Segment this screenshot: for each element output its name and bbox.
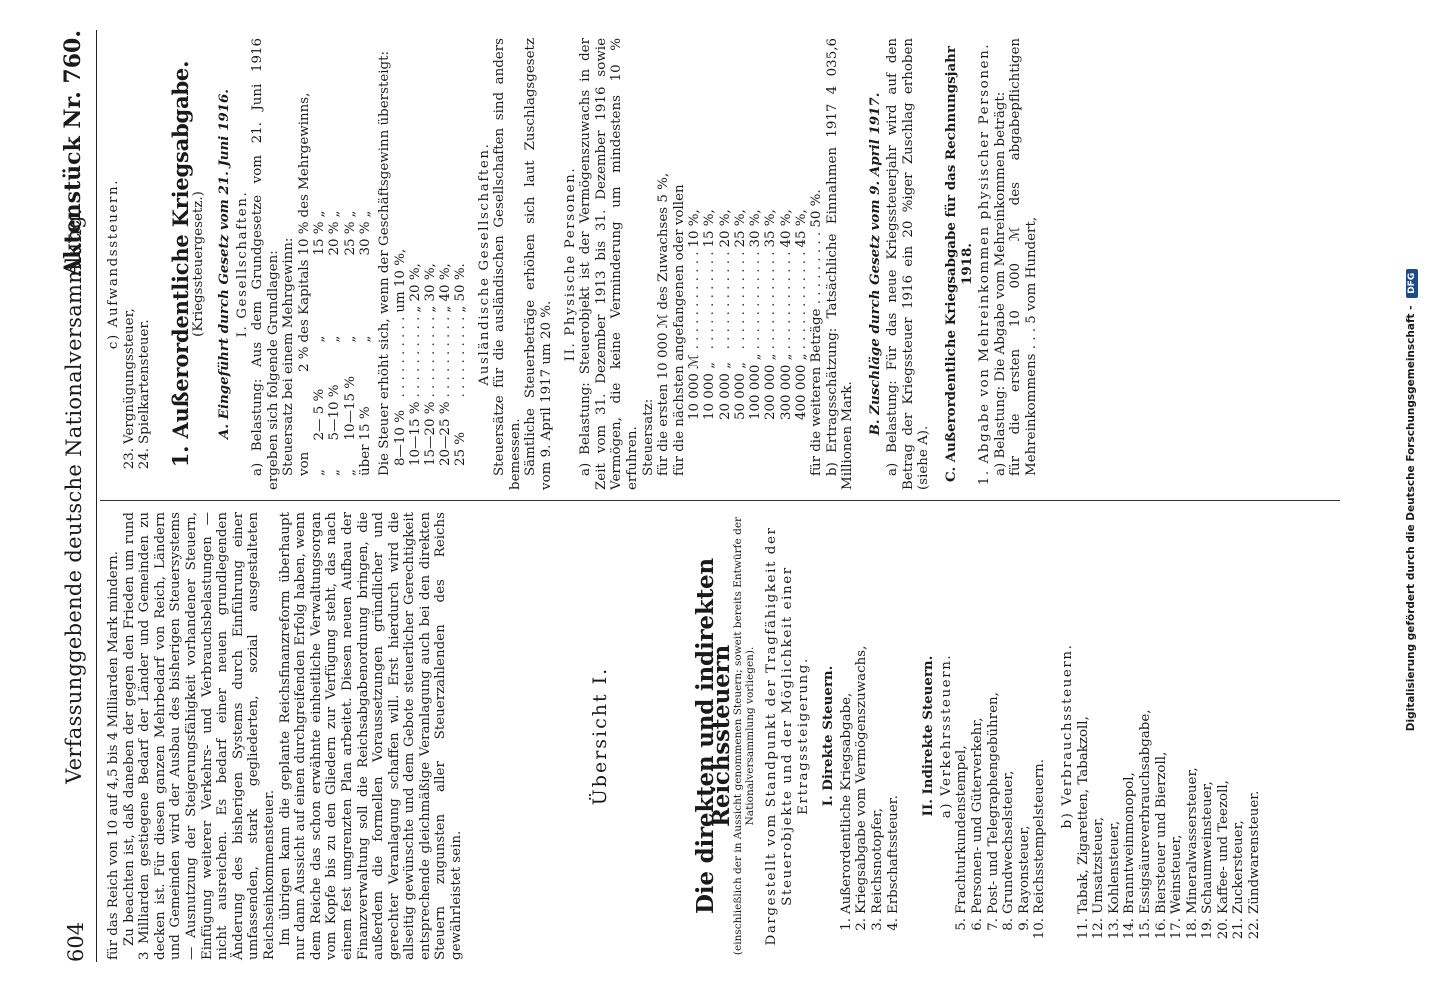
- table-row: 10 000 ℳ . . . . . . . . . . . . 10 %,: [687, 209, 703, 420]
- table-row: „ 5—10 % „ 20 % „: [327, 210, 343, 476]
- table-row: 15—20 % . . . . . . . . . . „ 30 %,: [422, 263, 438, 466]
- list-item: 13. Kohlensteuer,: [1106, 820, 1122, 940]
- section-indirect-taxes: II. Indirekte Steuern.: [920, 655, 937, 817]
- list-item: 15. Essigsäureverbrauchsabgabe,: [1137, 709, 1153, 940]
- growth-rate-table: [687, 205, 809, 420]
- section-b-heading: B. Zuschläge durch Gesetz vom 9. April 1917.: [866, 92, 883, 436]
- table-row: 400 000 „ . . . . . . . . . . . . 45 %,: [793, 209, 809, 420]
- list-item: 4. Erbschaftssteuer.: [885, 795, 901, 931]
- running-header: [58, 30, 96, 962]
- list-item: 12. Umsatzsteuer,: [1091, 816, 1107, 940]
- table-row: über 15 % „ 30 % „: [357, 210, 373, 476]
- traffic-taxes-title: a) Verkehrssteuern.: [938, 653, 954, 819]
- list-item: 6. Personen- und Güterverkehr,: [969, 717, 985, 931]
- uebersicht-title: Übersicht I.: [588, 666, 611, 806]
- header-rule: [96, 30, 97, 962]
- zuschlag-text: Sämtliche Steuerbeträge erhöhen sich laut Zuschlagsgesetz vom 9. April 1917 um 20 %.: [523, 38, 554, 490]
- table-row: 20 000 „ . . . . . . . . . . . . 20 %,: [717, 209, 733, 420]
- section-c1-heading: 1. Abgabe von Mehreinkommen physischer Personen.: [977, 42, 993, 486]
- intro-text: für das Reich von 10 auf 4,5 bis 4 Milliarden Mark mindern.: [106, 551, 121, 960]
- table-row: 8—10 % . . . . . . . . . . um 10 %,: [392, 248, 408, 466]
- list-item: 3. Reichsnotopfer,: [870, 807, 885, 931]
- list-item: 9. Rayonsteuer,: [1016, 825, 1032, 931]
- heading-note: (einschließlich der in Aussicht genommenen Steuern; soweit bereits Entwürfe der Nationalversammlung vorliegen).: [732, 516, 757, 956]
- list-item: 20. Kaffee- und Teezoll,: [1215, 780, 1231, 940]
- paragraph-1: Zu beachten ist, daß daneben der gegen den Frieden um rund 3 Milliarden gestiegene Bedarf der Länder und Gemeinden zu decken ist. Für diesen ganzen Mehrbedarf von Reich, Ländern und Gemeinden wird der Ausbau des bisherigen Steuersystems — Ausnutzung der Steigerungsfähigkeit vorhandener Steuern, Einfügung weiterer Verkehrs- und Verbrauchsbelastungen — nicht ausreichen. Es bedarf einer neuen grundlegenden Änderung des bisherigen Systems durch Einführung einer umfassenden, stark gegliederten, sozial ausgestalteten Reichseinkommensteuer.: [121, 512, 277, 960]
- list-item: 1. Außerordentliche Kriegsabgabe,: [838, 692, 854, 931]
- paragraph-2: Im übrigen kann die geplante Reichsfinanzreform überhaupt nur dann Aussicht auf einen durchgreifenden Erfolg haben, wenn dem Reiche das schon erwähnte einheitliche Verwaltungsorgan vom Kopfe bis zu den Gliedern zur Verfügung steht, das nach einem fest umgrenzten Plan arbeitet. Diesen neuen Aufbau der Finanzverwaltung soll die Reichsabgabenordnung bringen, die außerdem die formellen Voraussetzungen gründlicher und gerechter Veranlagung schaffen will. Erst hierdurch wird die allseitig gewünschte und dem Gebote steuerlicher Gerechtigkeit entsprechende gleichmäßige Veranlagung auch bei den direkten Steuern zugunsten aller Steuerzahlenden des Reichs gewährleistet sein.: [277, 512, 465, 960]
- section-c-heading: C. Außerordentliche Kriegsabgabe für das Rechnungsjahr 1918.: [943, 46, 975, 482]
- list-item: 22. Zündwarensteuer.: [1247, 790, 1263, 940]
- physical-persons-heading: II. Physische Personen.: [562, 166, 578, 362]
- steuersatz-2: Steuersatz:: [640, 398, 656, 476]
- traffic-taxes-list: [954, 512, 1048, 960]
- ertragsschaetzung-text: b) Ertragsschätzung: Tatsächliche Einnahmen 1917 4 035,6 Millionen Mark.: [824, 38, 856, 490]
- table-row: 10—15 % . . . . . . . . . . „ 20 %,: [407, 263, 423, 466]
- belastung-text: a) Belastung: Aus dem Grundgesetze vom 21. Juni 1916 ergeben sich folgende Grundlagen:: [250, 38, 281, 490]
- direct-taxes-list: [839, 512, 901, 960]
- list-item: 16. Biersteuer und Bierzoll,: [1153, 751, 1169, 940]
- list-item: 18. Mineralwassersteuer,: [1184, 767, 1200, 940]
- profit-rate-table: [297, 89, 373, 476]
- list-item: 23. Vergnügungssteuer,: [121, 308, 137, 470]
- aktenstueck-number: Aktenstück Nr. 760.: [60, 30, 86, 276]
- list-item: 17. Weinsteuer,: [1169, 834, 1185, 940]
- section-c-last-line: für die ersten 10 000 ℳ des abgabepflichtigen Mehreinkommens . . . 5 vom Hundert,: [1008, 38, 1040, 476]
- consumption-taxes-title: b) Verbrauchssteuern.: [1059, 643, 1075, 829]
- luxury-taxes-title: c) Aufwandssteuern.: [106, 178, 121, 350]
- companies-heading: I. Gesellschaften.: [234, 190, 250, 338]
- section-b-text: a) Belastung: Für das neue Kriegssteuerjahr wird auf den Betrag der Kriegssteuer 1916 ein 20 %iger Zuschlag erhoben (siehe A).: [885, 38, 932, 490]
- dfg-logo: DFG: [1406, 269, 1418, 298]
- list-item: 14. Branntweinmonopol,: [1122, 772, 1138, 940]
- list-item: 5. Frachturkundenstempel,: [954, 745, 970, 931]
- foreign-companies-text: Steuersätze für die ausländischen Gesellschaften sind anders bemessen.: [492, 38, 523, 490]
- table-row: 50 000 „ . . . . . . . . . . . . 25 %,: [732, 209, 748, 420]
- footer-text: Digitalisierung gefördert durch die Deutsche Forschungsgemeinschaft -: [1405, 305, 1417, 732]
- surcharge-table: [393, 245, 469, 466]
- list-item: 2. Kriegsabgabe vom Vermögenszuwachs,: [854, 645, 870, 931]
- left-column: [106, 512, 1263, 960]
- consumption-taxes-list: [1076, 512, 1263, 960]
- list-item: 21. Zuckersteuer,: [1231, 820, 1247, 940]
- section-1-subheading: (Kriegssteuergesetz.): [191, 191, 207, 337]
- table-row: 100 000 „ . . . . . . . . . . . . 30 %,: [748, 209, 764, 420]
- list-item: 10. Reichsstempelsteuern.: [1032, 759, 1048, 940]
- weitere-betraege: für die weiteren Beträge . . . . . . . . . 50 %.: [808, 189, 824, 476]
- list-item: 8. Grundwechselsteuer,: [1001, 770, 1017, 931]
- erhoeht-text: Die Steuer erhöht sich, wenn der Geschäftsgewinn übersteigt:: [376, 51, 392, 476]
- column-rule: [100, 500, 1340, 501]
- table-row: von 2 % des Kapitals 10 % des Mehrgewinns,: [296, 92, 312, 476]
- list-item: 19. Schaumweinsteuer,: [1200, 781, 1216, 940]
- foreign-companies-heading: Ausländische Gesellschaften.: [476, 142, 492, 386]
- running-title: Verfassunggebende deutsche Nationalversammlung.: [62, 208, 86, 784]
- list-item: 11. Tabak, Zigaretten, Tabakzoll,: [1075, 716, 1091, 940]
- table-row: „ 2— 5 % „ 15 % „: [312, 210, 328, 476]
- table-row: 300 000 „ . . . . . . . . . . . . 40 %,: [778, 209, 794, 420]
- table-row: „ 10—15 % „ 25 % „: [342, 210, 358, 476]
- dargestellt-text: Dargestellt vom Standpunkt der Tragfähigkeit der Steuerobjekte und der Möglichkeit einer Ertragssteigerung.: [764, 526, 811, 946]
- table-row: 25 % . . . . . . . . . . „ 50 %.: [453, 263, 469, 466]
- table-row: 10 000 „ . . . . . . . . . . . . 15 %,: [702, 209, 718, 420]
- section-a-heading: A. Eingeführt durch Gesetz vom 21. Juni 1916.: [215, 89, 232, 439]
- section-c-belastung: a) Belastung: Die Abgabe vom Mehreinkommen beträgt:: [992, 91, 1008, 476]
- persons-belastung-text: a) Belastung: Steuerobjekt ist der Vermögenszuwachs in der Zeit vom 31. Dezember 1913 bis 31. Dezember 1916 sowie Vermögen, die keine Verminderung um mindestens 10 % erfuhren.: [578, 38, 640, 490]
- main-heading: Die direkten und indirekten Reichssteuern: [692, 558, 735, 914]
- table-row: 200 000 „ . . . . . . . . . . . . 35 %,: [763, 209, 779, 420]
- section-1-heading: 1. Außerordentliche Kriegsabgabe.: [167, 60, 193, 468]
- zuwachs-intro: für die ersten 10 000 ℳ des Zuwachses 5 %,: [656, 172, 672, 476]
- list-item: 7. Post- und Telegraphengebühren,: [985, 692, 1001, 931]
- digitization-footer: [1405, 0, 1418, 1000]
- luxury-taxes-list: [122, 38, 153, 490]
- table-row: 20—25 % . . . . . . . . . . „ 40 %,: [438, 263, 454, 466]
- steuersatz-intro: Steuersatz bei einem Mehrgewinn:: [281, 237, 297, 476]
- page-number: 604: [64, 921, 88, 962]
- list-item: 24. Spielkartensteuer.: [137, 319, 153, 470]
- section-direct-taxes: I. Direkte Steuern.: [820, 665, 837, 807]
- zuwachs-intro-2: für die nächsten angefangenen oder vollen: [671, 184, 687, 476]
- right-column: [106, 38, 1040, 490]
